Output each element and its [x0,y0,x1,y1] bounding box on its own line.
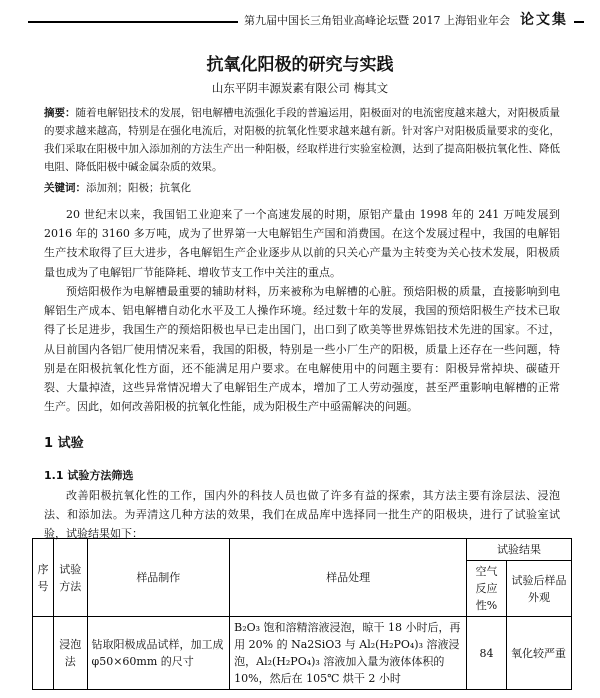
keywords [44,180,560,195]
header-method: 试验方法 [53,539,87,617]
header-make: 样品制作 [87,539,230,617]
cell-treat: B₂O₃ 饱和溶精溶液浸泡，晾干 18 小时后，再用 20% 的 Na2SiO3 与 Al₂(H₂PO₄)₃ 溶液浸泡，Al₂(H₂PO₄)₃ 溶液加入量为液体体积的 10%，然后在 105℃ 烘干 2 小时 [230,617,467,690]
section-heading-1-1: 1.1 试验方法筛选 [44,469,134,482]
abstract-text: 随着电解铝技术的发展，铝电解槽电流强化手段的普遍运用，阳极面对的电流密度越来越大，对阳极质量的要求越来越高，特别是在强化电流后，对阳极的抗氧化性要求越来越有新。针对客户对阳极质量要求的变化，我们采取在阳极中加入添加剂的方法生产出一种阳极，经取样进行实验室检测，达到了提高阳极抗氧化性、降低电阻、降低阳极中碱金属杂质的效果。 [44,107,560,173]
header-text [238,10,574,31]
results-table [32,538,572,690]
paper-author: 山东平阴丰源炭素有限公司 梅其文 [211,81,389,95]
abstract-label: 摘要： [44,107,76,119]
abstract [44,104,560,176]
body-paragraph-3: 改善阳极抗氧化性的工作，国内外的科技人员也做了许多有益的探索，其方法主要有涂层法、浸泡法、和添加法。为弄清这几种方法的效果，我们在成品库中选择同一批生产的阳极块，进行了试验室试验，试验结果如下： [44,489,560,541]
cell-method: 浸泡法 [53,617,87,690]
table-row [33,617,572,690]
body-paragraph-1: 20 世纪末以来，我国铝工业迎来了一个高速发展的时期，原铝产量由 1998 年的 241 万吨发展到 2016 年的 3160 多万吨，成为了世界第一大电解铝生产国和消费国。在这个发展过程中，我国的电解铝生产技术取得了巨大进步，各电解铝生产企业逐步从以前的只关心产量为主转变为关心技术发展，阳极质量也成为了电解铝厂节能降耗、增收节支工作中关注的重点。 [44,208,560,279]
cell-make: 钻取阳极成品试样，加工成 φ50×60mm 的尺寸 [87,617,230,690]
header-look: 试验后样品外观 [506,561,571,617]
proceedings-label: 论文集 [520,12,568,28]
header-treat: 样品处理 [230,539,467,617]
keywords-label: 关键词： [44,182,86,194]
section-heading-1: 1 试验 [44,436,84,451]
header-num: 序号 [33,539,54,617]
cell-rate: 84 [467,617,507,690]
header-rate: 空气反应性% [467,561,507,617]
running-header [28,10,584,36]
cell-num [33,617,54,690]
conference-name: 第九届中国长三角铝业高峰论坛暨 2017 上海铝业年会 [244,14,510,27]
body-paragraph-2: 预焙阳极作为电解槽最重要的辅助材料，历来被称为电解槽的心脏。预焙阳极的质量，直接影响到电解铝生产成本、铝电解槽自动化水平及工人操作环境。经过数十年的发展，我国的预焙阳极生产技术已取得了长足进步，我国生产的预焙阳极也早已走出国门，出口到了欧美等世界炼铝技术先进的国家。不过，从目前国内各铝厂使用情况来看，我国的阳极，特别是一些小厂生产的阳极，质量上还存在一些问题，特别是在阳极抗氧化性方面，还不能满足用户要求。在电解使用中的问题主要有：阳极异常掉块、碳碴开裂、大量掉渣，这些异常情况增大了电解铝生产成本，增加了工人劳动强度，甚至严重影响电解槽的正常生产。因此，如何改善阳极的抗氧化性能，成为阳极生产中亟需解决的问题。 [44,285,560,414]
header-result: 试验结果 [467,539,572,561]
keywords-text: 添加剂；阳极；抗氧化 [86,182,191,194]
cell-look: 氧化较严重 [506,617,571,690]
paper-title: 抗氧化阳极的研究与实践 [206,55,394,75]
table-header-row [33,539,572,561]
